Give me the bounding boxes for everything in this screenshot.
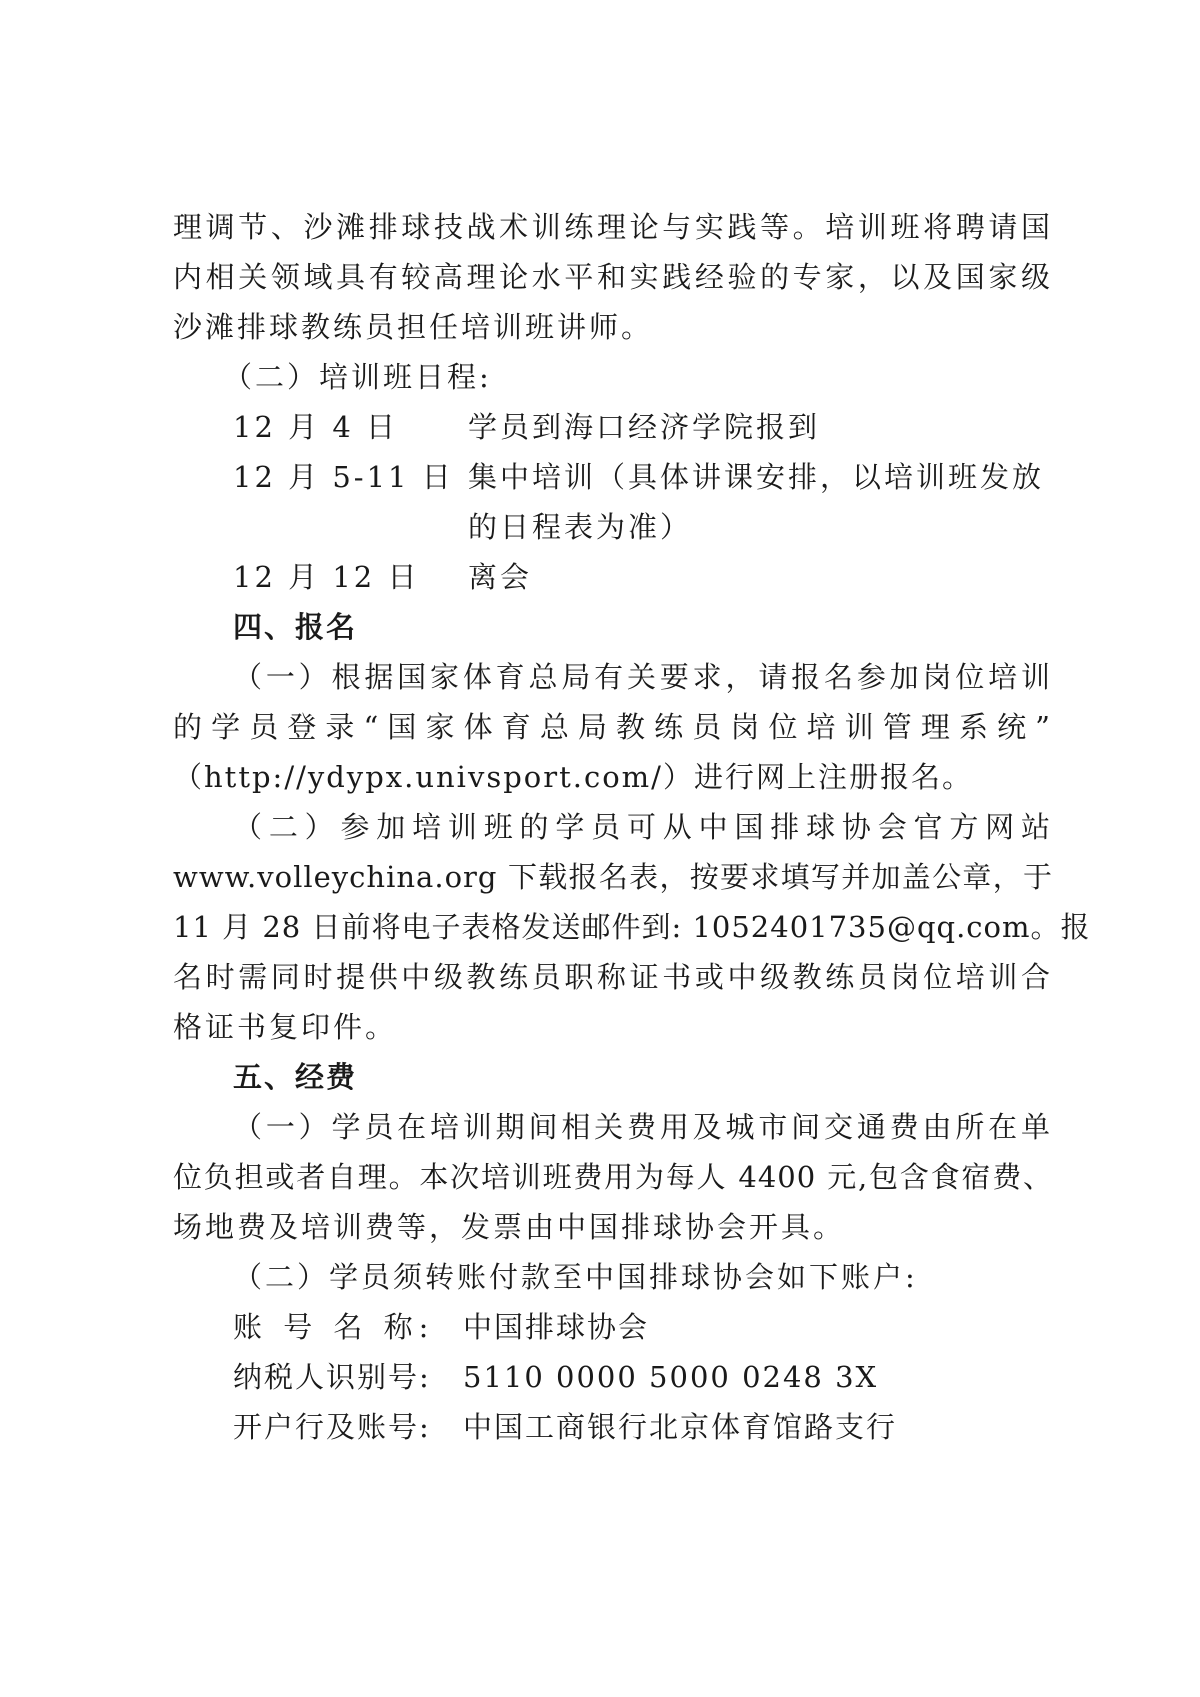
schedule-date-2: 12 月 5-11 日 (233, 460, 454, 494)
account-name-value: 中国排球协会 (463, 1310, 650, 1344)
schedule-desc-1: 学员到海口经济学院报到 (468, 410, 821, 444)
registration-p1-line-1: （一）根据国家体育总局有关要求，请报名参加岗位培训 (233, 660, 1053, 694)
account-name-label: 账 号 名 称: (233, 1310, 435, 1344)
schedule-title: （二）培训班日程: (223, 360, 492, 394)
registration-p2-line-4: 名时需同时提供中级教练员职称证书或中级教练员岗位培训合 (173, 960, 1053, 994)
registration-p2-line-2: www.volleychina.org 下载报名表，按要求填写并加盖公章，于 (173, 860, 1053, 894)
fees-p1-line-1: （一）学员在培训期间相关费用及城市间交通费由所在单 (233, 1110, 1053, 1144)
taxpayer-id-label: 纳税人识别号: (233, 1360, 431, 1394)
registration-p1-line-3: （http://ydypx.univsport.com/）进行网上注册报名。 (173, 760, 973, 794)
fees-heading: 五、经费 (233, 1060, 358, 1094)
intro-line-1: 理调节、沙滩排球技战术训练理论与实践等。培训班将聘请国 (173, 210, 1053, 244)
schedule-desc-2b: 的日程表为准） (468, 510, 693, 544)
registration-p1-line-2: 的学员登录“国家体育总局教练员岗位培训管理系统” (173, 710, 1053, 744)
schedule-date-3: 12 月 12 日 (233, 560, 420, 594)
intro-line-2: 内相关领域具有较高理论水平和实践经验的专家，以及国家级 (173, 260, 1053, 294)
bank-label: 开户行及账号: (233, 1410, 431, 1444)
registration-p2-line-5: 格证书复印件。 (173, 1010, 398, 1044)
registration-p2-line-3: 11 月 28 日前将电子表格发送邮件到: 1052401735@qq.com。报 (173, 910, 1091, 944)
schedule-desc-2a: 集中培训（具体讲课安排，以培训班发放 (468, 460, 1045, 494)
intro-line-3: 沙滩排球教练员担任培训班讲师。 (173, 310, 654, 344)
fees-p1-line-3: 场地费及培训费等，发票由中国排球协会开具。 (173, 1210, 846, 1244)
fees-p1-line-2: 位负担或者自理。本次培训班费用为每人 4400 元,包含食宿费、 (173, 1160, 1053, 1194)
schedule-desc-3: 离会 (468, 560, 533, 594)
fees-p2: （二）学员须转账付款至中国排球协会如下账户: (233, 1260, 918, 1294)
schedule-date-1: 12 月 4 日 (233, 410, 399, 444)
bank-value: 中国工商银行北京体育馆路支行 (463, 1410, 898, 1444)
registration-heading: 四、报名 (233, 610, 358, 644)
registration-p2-line-1: （二）参加培训班的学员可从中国排球协会官方网站 (233, 810, 1053, 844)
taxpayer-id-value: 5110 0000 5000 0248 3X (463, 1360, 879, 1394)
